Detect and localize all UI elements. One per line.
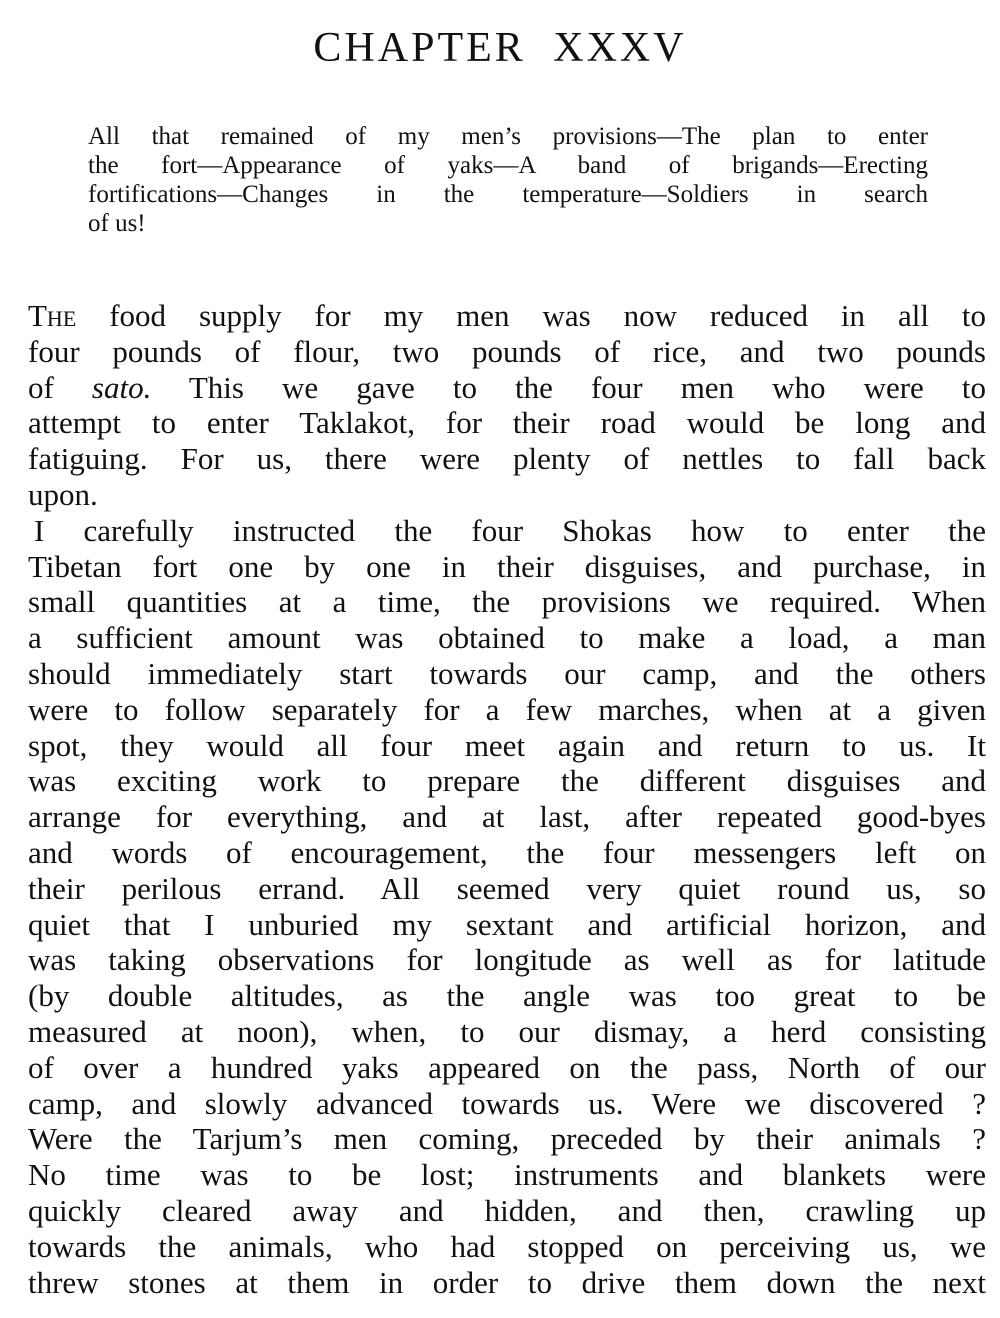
paragraph-2-line: a sufficient amount was obtained to make a load, a man [28, 620, 986, 656]
opening-word: The [28, 298, 77, 333]
paragraph-1-line-5: fatiguing. For us, there were plenty of nettles to fall back [28, 441, 986, 477]
paragraph-2-line: camp, and slowly advanced towards us. Were we discovered ? [28, 1085, 986, 1121]
paragraph-2-line: and words of encouragement, the four messengers left on [28, 834, 986, 870]
paragraph-2-line: No time was to be lost; instruments and blankets were [28, 1157, 986, 1193]
paragraph-1-line-1 [28, 298, 986, 334]
paragraph-2-line: Were the Tarjum’s men coming, preceded by their animals ? [28, 1121, 986, 1157]
paragraph-2-line: small quantities at a time, the provisions we required. When [28, 584, 986, 620]
line-text: This we gave to the four men who were to [151, 369, 987, 405]
body-text [28, 298, 986, 1300]
synopsis-line: of us! [88, 210, 146, 237]
paragraph-1-line-3 [28, 370, 986, 406]
synopsis-line: fortifications—Changes in the temperature—Soldiers in search [88, 181, 928, 208]
paragraph-2-line: arrange for everything, and at last, after repeated good-byes [28, 799, 986, 835]
paragraph-1-line-2: four pounds of flour, two pounds of rice, and two pounds [28, 333, 986, 369]
paragraph-2-line: of over a hundred yaks appeared on the pass, North of our [28, 1049, 986, 1085]
synopsis-line: the fort—Appearance of yaks—A band of brigands—Erecting [88, 152, 928, 179]
line-text: food supply for my men was now reduced in all to [76, 298, 986, 333]
paragraph-2-line: quickly cleared away and hidden, and then, crawling up [28, 1192, 986, 1228]
paragraph-2-line: towards the animals, who had stopped on perceiving us, we [28, 1228, 986, 1264]
paragraph-1-line-6: upon. [28, 476, 98, 512]
paragraph-1-line-4: attempt to enter Taklakot, for their road would be long and [28, 405, 986, 441]
paragraph-2-line: threw stones at them in order to drive them down the next [28, 1264, 986, 1300]
italic-word: sato. [91, 369, 152, 405]
synopsis-line: All that remained of my men’s provisions—The plan to enter [88, 123, 928, 150]
paragraph-2-line: measured at noon), when, to our dismay, a herd consisting [28, 1013, 986, 1049]
paragraph-2-line: (by double altitudes, as the angle was too great to be [28, 978, 986, 1014]
paragraph-2-line: I carefully instructed the four Shokas how to enter the [34, 512, 986, 548]
paragraph-2-line: their perilous errand. All seemed very quiet round us, so [28, 870, 986, 906]
paragraph-2-line: should immediately start towards our camp, and the others [28, 655, 986, 691]
paragraph-2-line: quiet that I unburied my sextant and artificial horizon, and [28, 906, 986, 942]
chapter-title: CHAPTER XXXV [313, 25, 687, 71]
chapter-synopsis [88, 122, 928, 238]
line-text: of [28, 369, 92, 405]
paragraph-2-line: was exciting work to prepare the different disguises and [28, 763, 986, 799]
paragraph-2-line: was taking observations for longitude as well as for latitude [28, 942, 986, 978]
paragraph-2-line: spot, they would all four meet again and return to us. It [28, 727, 986, 763]
paragraph-2-line: were to follow separately for a few marches, when at a given [28, 691, 986, 727]
paragraph-2-line: Tibetan fort one by one in their disguises, and purchase, in [28, 548, 986, 584]
